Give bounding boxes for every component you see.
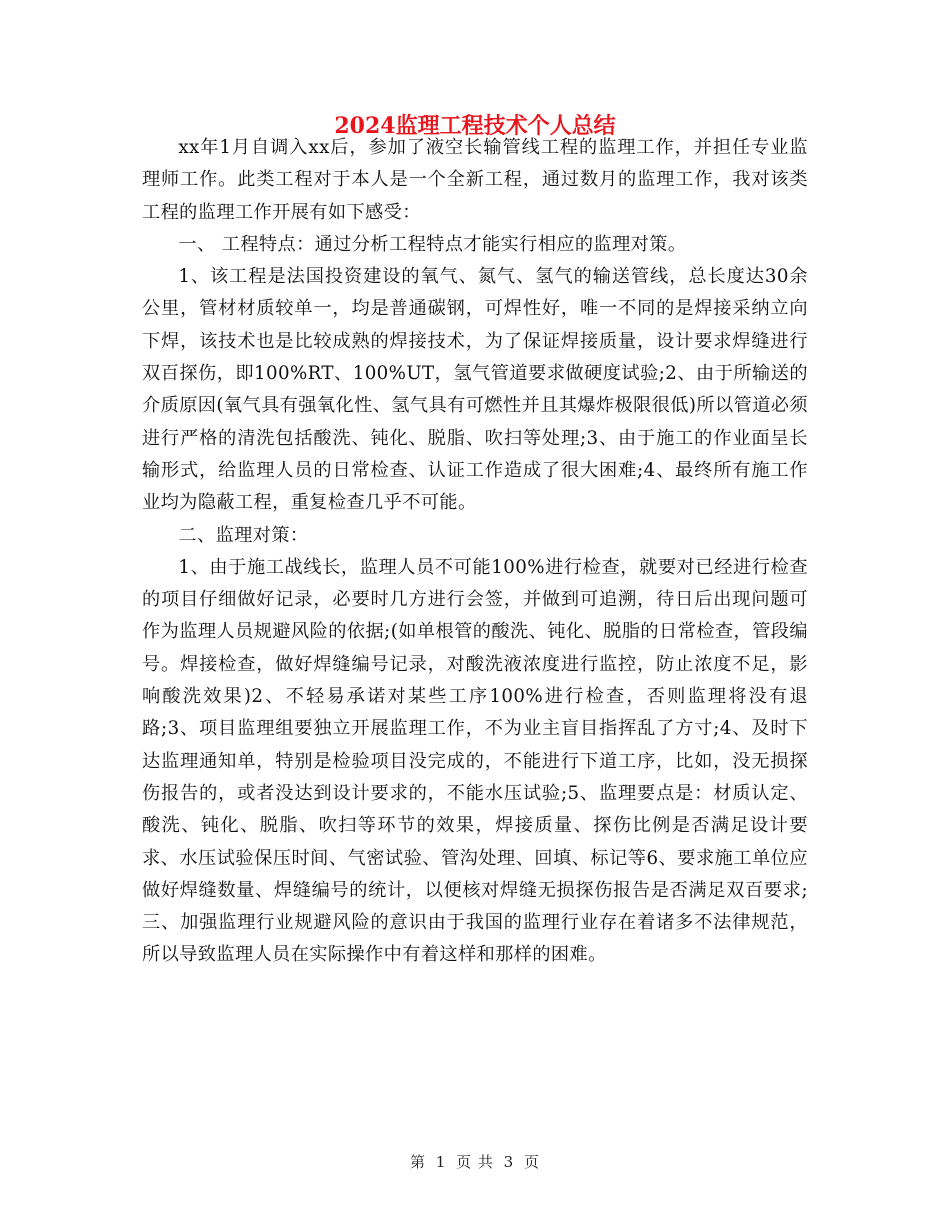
paragraph-supervision-measures: 1、由于施工战线长，监理人员不可能100%进行检查，就要对已经进行检查的项目仔细做好记录，必要时几方进行会签，并做到可追溯，待日后出现问题可作为监理人员规避风险的依据;(如单根管的酸洗、钝化、脱脂的日常检查，管段编号。焊接检查，做好焊缝编号记录，对酸洗液浓度进行监控，防止浓度不足，影响酸洗效果)2、不轻易承诺对某些工序100%进行检查，否则监理将没有退路;3、项目监理组要独立开展监理工作，不为业主盲目指挥乱了方寸;4、及时下达监理通知单，特别是检验项目没完成的，不能进行下道工序，比如，没无损探伤报告的，或者没达到设计要求的，不能水压试验;5、监理要点是：材质认定、酸洗、钝化、脱脂、吹扫等环节的效果，焊接质量、探伤比例是否满足设计要求、水压试验保压时间、气密试验、管沟处理、回填、标记等6、要求施工单位应做好焊缝数量、焊缝编号的统计，以便核对焊缝无损探伤报告是否满足双百要求;三、加强监理行业规避风险的意识由于我国的监理行业存在着诸多不法律规范，所以导致监理人员在实际操作中有着这样和那样的困难。 — [142, 556, 808, 966]
footer-prefix: 第 — [409, 1153, 426, 1171]
footer-total-pages: 3 — [503, 1153, 515, 1171]
page-footer — [0, 1150, 950, 1174]
footer-page-number: 1 — [435, 1153, 447, 1171]
footer-suffix: 页 — [524, 1153, 541, 1171]
document-title: 2024监理工程技术个人总结 — [334, 113, 616, 139]
paragraph-section-1-heading: 一、 工程特点：通过分析工程特点才能实行相应的监理对策。 — [178, 233, 687, 255]
footer-middle: 页 共 — [456, 1153, 494, 1171]
document-body — [142, 132, 808, 972]
paragraph-project-features: 1、该工程是法国投资建设的氧气、氮气、氢气的输送管线，总长度达30余公里，管材材质较单一，均是普通碳钢，可焊性好，唯一不同的是焊接采纳立向下焊，该技术也是比较成熟的焊接技术，为了保证焊接质量，设计要求焊缝进行双百探伤，即100%RT、100%UT，氢气管道要求做硬度试验;2、由于所输送的介质原因(氧气具有强氧化性、氢气具有可燃性并且其爆炸极限很低)所以管道必须进行严格的清洗包括酸洗、钝化、脱脂、吹扫等处理;3、由于施工的作业面呈长输形式，给监理人员的日常检查、认证工作造成了很大困难;4、最终所有施工作业均为隐蔽工程，重复检查几乎不可能。 — [142, 266, 808, 514]
paragraph-section-2-heading: 二、监理对策： — [178, 524, 309, 546]
paragraph-intro: xx年1月自调入xx后，参加了液空长输管线工程的监理工作，并担任专业监理师工作。此类工程对于本人是一个全新工程，通过数月的监理工作，我对该类工程的监理工作开展有如下感受： — [142, 137, 808, 223]
